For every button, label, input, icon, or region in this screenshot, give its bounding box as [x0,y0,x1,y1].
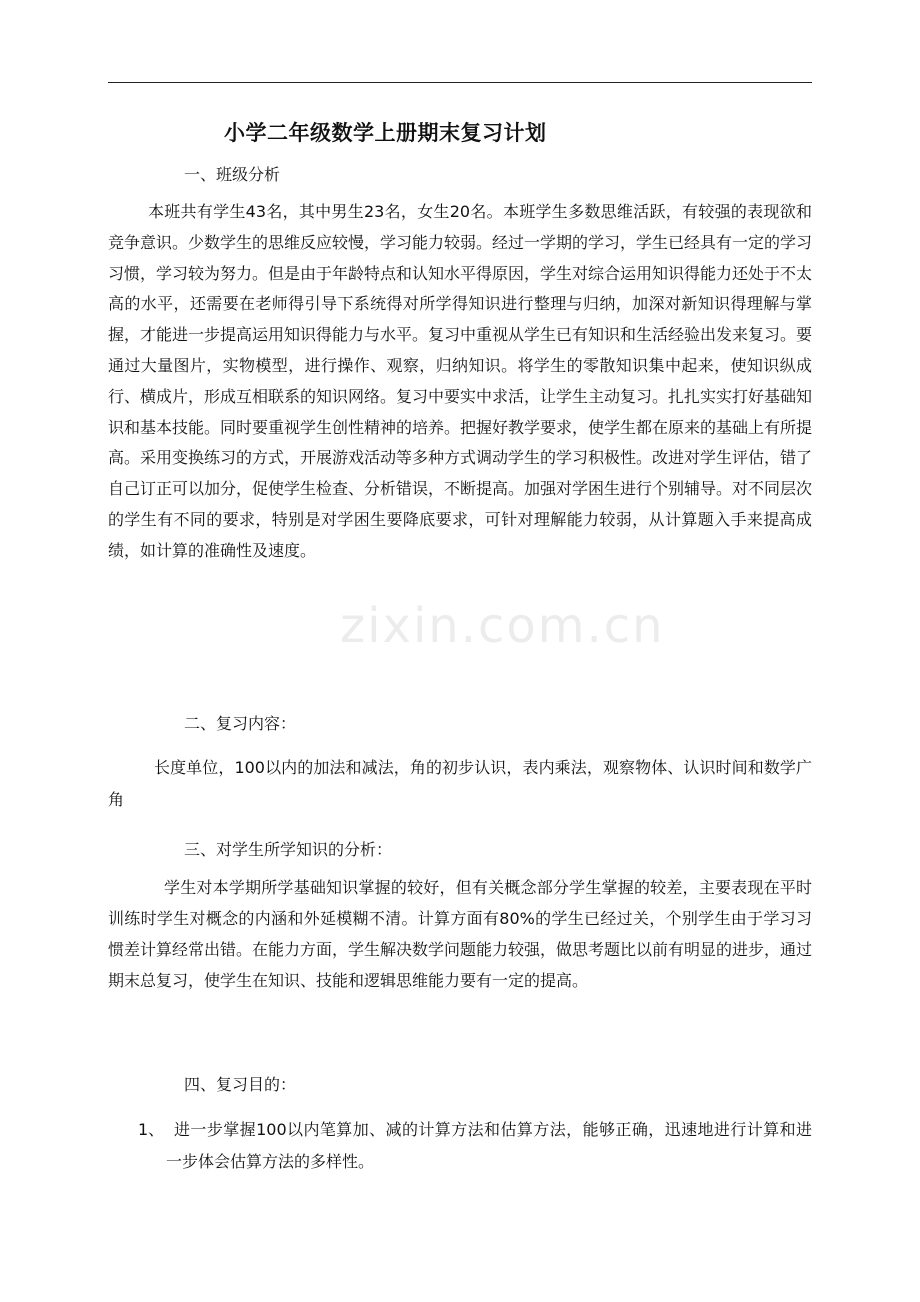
goal-list-item [138,1114,812,1178]
document-title: 小学二年级数学上册期末复习计划 [224,121,547,145]
paragraph-class-analysis: 本班共有学生43名，其中男生23名，女生20名。本班学生多数思维活跃，有较强的表现欲和竞争意识。少数学生的思维反应较慢，学习能力较弱。经过一学期的学习，学生已经具有一定的学习习惯，学习较为努力。但是由于年龄特点和认知水平得原因，学生对综合运用知识得能力还处于不太高的水平，还需要在老师得引导下系统得对所学得知识进行整理与归纳，加深对新知识得理解与掌握，才能进一步提高运用知识得能力与水平。复习中重视从学生已有知识和生活经验出发来复习。要通过大量图片，实物模型，进行操作、观察，归纳知识。将学生的零散知识集中起来，使知识纵成行、横成片，形成互相联系的知识网络。复习中要实中求活，让学生主动复习。扎扎实实打好基础知识和基本技能。同时要重视学生创性精神的培养。把握好教学要求，使学生都在原来的基础上有所提高。采用变换练习的方式，开展游戏活动等多种方式调动学生的学习积极性。改进对学生评估，错了自己订正可以加分，促使学生检查、分析错误，不断提高。加强对学困生进行个别辅导。对不同层次的学生有不同的要求，特别是对学困生要降底要求，可针对理解能力较弱，从计算题入手来提高成绩，如计算的准确性及速度。 [108,202,813,560]
paragraph-review-content: 长度单位，100以内的加法和减法，角的初步认识，表内乘法，观察物体、认识时间和数学广角 [108,758,812,809]
paragraph-knowledge-analysis: 学生对本学期所学基础知识掌握的较好，但有关概念部分学生掌握的较差，主要表现在平时训练时学生对概念的内涵和外延模糊不清。计算方面有80%的学生已经过关，个别学生由于学习习惯差计算经常出错。在能力方面，学生解决数学问题能力较强，做思考题比以前有明显的进步，通过期末总复习，使学生在知识、技能和逻辑思维能力要有一定的提高。 [108,878,813,990]
goal-item-number: 1、 [138,1120,165,1139]
section-heading-class-analysis: 一、班级分析 [184,165,281,184]
header-rule [108,82,812,83]
section-heading-review-content: 二、复习内容： [184,714,297,733]
section-heading-review-goals: 四、复习目的： [184,1075,297,1094]
watermark: zixin.com.cn [340,598,665,654]
goal-item-text: 进一步掌握100以内笔算加、减的计算方法和估算方法，能够正确，迅速地进行计算和进一步体会估算方法的多样性。 [166,1120,812,1171]
section-heading-knowledge-analysis: 三、对学生所学知识的分析： [184,840,393,859]
